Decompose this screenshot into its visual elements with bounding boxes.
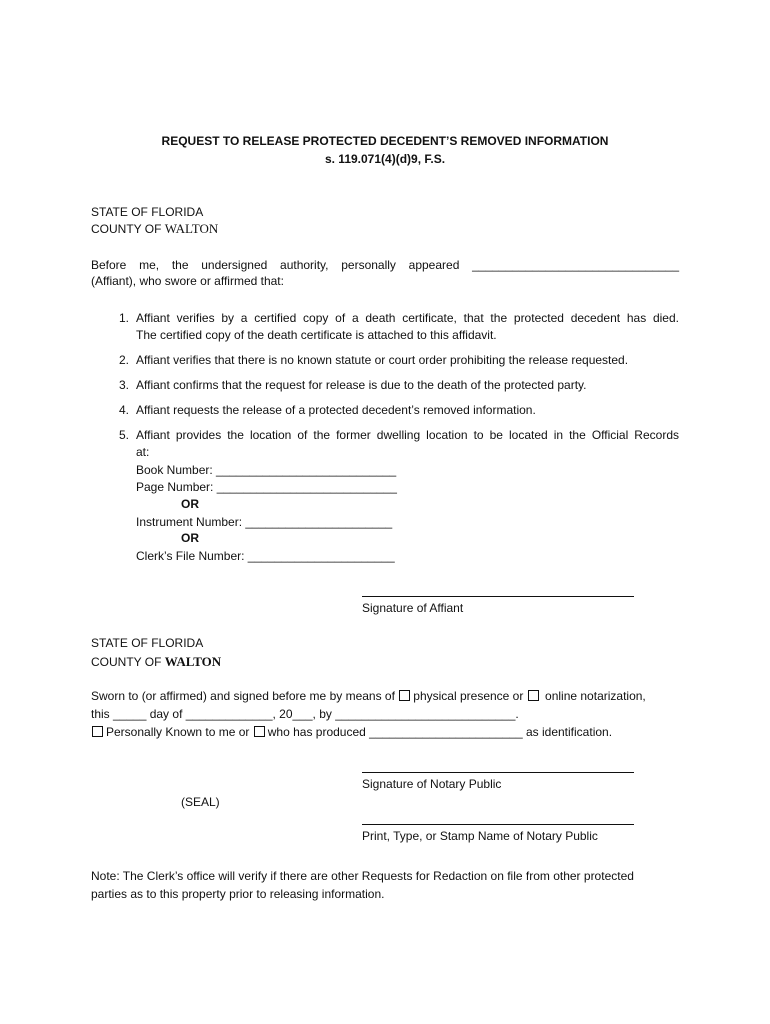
intro-line-1: Before me, the undersigned authority, personally appeared _______________________________: [91, 258, 679, 272]
venue-state: STATE OF FLORIDA: [91, 636, 204, 650]
item-number: 1.: [118, 311, 129, 325]
item-number: 5.: [118, 428, 129, 442]
affiant-signature-line[interactable]: [362, 596, 634, 597]
notary-name-line[interactable]: [362, 824, 634, 825]
item-number: 3.: [118, 378, 129, 392]
personally-known-checkbox[interactable]: [92, 726, 103, 737]
sworn-line-2: this _____ day of _____________, 20___, by ___________________________.: [91, 707, 519, 721]
note-line-2: parties as to this property prior to releasing information.: [91, 887, 385, 901]
venue-state: STATE OF FLORIDA: [91, 205, 204, 219]
title-line-1: REQUEST TO RELEASE PROTECTED DECEDENT’S REMOVED INFORMATION: [161, 134, 609, 148]
sworn-line-1: [91, 688, 646, 705]
venue-county: [91, 220, 218, 238]
title-line-2: s. 119.071(4)(d)9, F.S.: [324, 152, 446, 166]
physical-presence-checkbox[interactable]: [399, 690, 410, 701]
item-5-line-2: at:: [136, 445, 150, 459]
venue-county: [91, 653, 221, 671]
or-label: OR: [181, 531, 199, 545]
sworn-line-3: [91, 724, 612, 741]
online-notarization-checkbox[interactable]: [528, 690, 539, 701]
item-3-text: Affiant confirms that the request for release is due to the death of the protected party.: [136, 378, 587, 392]
personally-known-label: Personally Known to me or: [106, 725, 250, 739]
sworn-text: Sworn to (or affirmed) and signed before me by means of: [91, 689, 395, 703]
notary-name-label: Print, Type, or Stamp Name of Notary Public: [362, 829, 598, 843]
book-number-field[interactable]: Book Number: ___________________________: [136, 463, 397, 477]
produced-id-label: who has produced _______________________ as identification.: [267, 725, 613, 739]
note-line-1: Note: The Clerk’s office will verify if there are other Requests for Redaction on file from other protected: [91, 869, 634, 883]
item-2-text: Affiant verifies that there is no known statute or court order prohibiting the release requested.: [136, 353, 629, 367]
item-1-line-1: Affiant verifies by a certified copy of a death certificate, that the protected decedent has died.: [136, 311, 679, 325]
item-number: 4.: [118, 403, 129, 417]
item-number: 2.: [118, 353, 129, 367]
instrument-number-field[interactable]: Instrument Number: ______________________: [136, 515, 393, 529]
item-5-line-1: Affiant provides the location of the former dwelling location to be located in the Official Records: [136, 428, 679, 442]
physical-presence-label: physical presence or: [413, 689, 524, 703]
online-notarization-label: online notarization,: [541, 689, 646, 703]
intro-line-2: (Affiant), who swore or affirmed that:: [91, 274, 284, 288]
affiant-signature-label: Signature of Affiant: [362, 601, 464, 615]
item-4-text: Affiant requests the release of a protected decedent’s removed information.: [136, 403, 536, 417]
county-name: WALTON: [164, 221, 219, 236]
notary-signature-label: Signature of Notary Public: [362, 777, 502, 791]
seal-label: (SEAL): [181, 795, 220, 809]
county-name: WALTON: [164, 654, 222, 669]
notary-signature-line[interactable]: [362, 772, 634, 773]
page-number-field[interactable]: Page Number: ___________________________: [136, 480, 397, 494]
clerk-file-number-field[interactable]: Clerk’s File Number: ______________________: [136, 549, 395, 563]
county-label: COUNTY OF: [91, 222, 162, 236]
county-label: COUNTY OF: [91, 655, 162, 669]
item-1-line-2: The certified copy of the death certificate is attached to this affidavit.: [136, 328, 497, 342]
produced-id-checkbox[interactable]: [254, 726, 265, 737]
or-label: OR: [181, 497, 199, 511]
